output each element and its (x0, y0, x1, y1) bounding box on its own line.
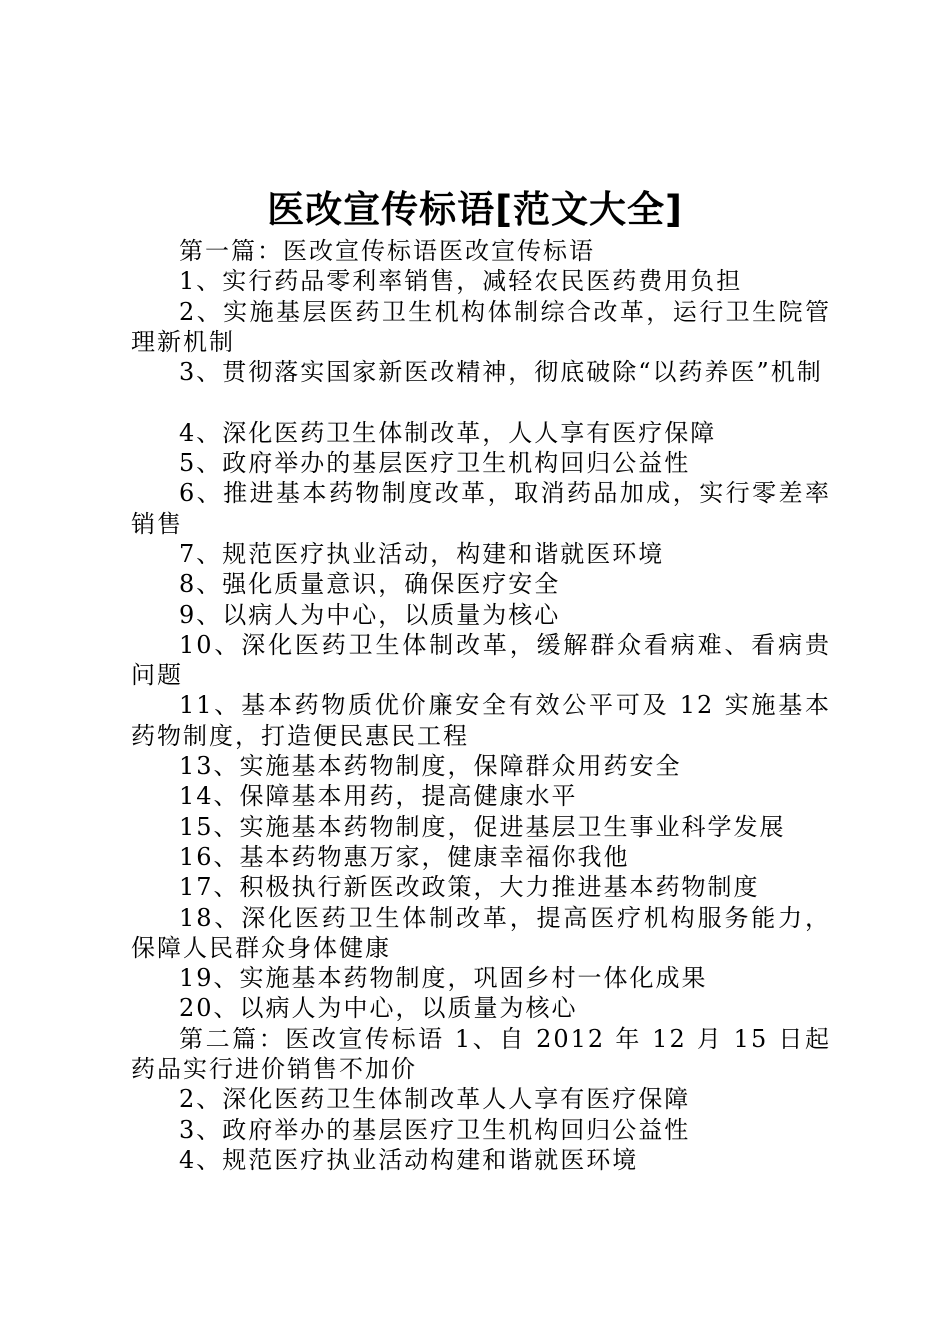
slogan-item: 16、基本药物惠万家，健康幸福你我他 (179, 842, 630, 871)
slogan-item: 3、政府举办的基层医疗卫生机构回归公益性 (179, 1115, 691, 1144)
slogan-item: 5、政府举办的基层医疗卫生机构回归公益性 (179, 449, 691, 478)
document-body (131, 236, 831, 1175)
slogan-item: 4、规范医疗执业活动构建和谐就医环境 (179, 1145, 639, 1174)
document-title: 医改宣传标语[范文大全] (267, 188, 683, 231)
slogan-item: 15、实施基本药物制度，促进基层卫生事业科学发展 (179, 812, 786, 841)
slogan-item: 8、强化质量意识，确保医疗安全 (179, 570, 561, 599)
section-heading-2: 第二篇：医改宣传标语 1、自 2012 年 12 月 15 日起药品实行进价销售不加价 (131, 1024, 831, 1084)
slogan-item: 19、实施基本药物制度，巩固乡村一体化成果 (179, 964, 708, 993)
slogan-item: 2、深化医药卫生体制改革人人享有医疗保障 (179, 1085, 691, 1114)
slogan-item: 4、深化医药卫生体制改革，人人享有医疗保障 (179, 418, 717, 447)
slogan-item: 20、以病人为中心，以质量为核心 (179, 994, 578, 1023)
slogan-item: 10、深化医药卫生体制改革，缓解群众看病难、看病贵问题 (131, 630, 831, 690)
slogan-item: 11、基本药物质优价廉安全有效公平可及 12 实施基本药物制度，打造便民惠民工程 (131, 691, 831, 750)
blank-line (131, 387, 831, 417)
slogan-item: 17、积极执行新医改政策，大力推进基本药物制度 (179, 873, 760, 902)
slogan-item: 2、实施基层医药卫生机构体制综合改革，运行卫生院管理新机制 (131, 297, 831, 356)
slogan-item: 18、深化医药卫生体制改革，提高医疗机构服务能力，保障人民群众身体健康 (131, 903, 831, 962)
slogan-item: 3、贯彻落实国家新医改精神，彻底破除“以药养医”机制 (179, 358, 823, 387)
slogan-item: 13、实施基本药物制度，保障群众用药安全 (179, 752, 682, 781)
slogan-item: 9、以病人为中心，以质量为核心 (179, 600, 561, 629)
slogan-item: 7、规范医疗执业活动，构建和谐就医环境 (179, 539, 665, 568)
slogan-item: 6、推进基本药物制度改革，取消药品加成，实行零差率销售 (131, 479, 831, 538)
slogan-item: 14、保障基本用药，提高健康水平 (179, 782, 578, 811)
section-heading-1: 第一篇：医改宣传标语医改宣传标语 (179, 237, 595, 265)
slogan-item: 1、实行药品零利率销售，减轻农民医药费用负担 (179, 267, 743, 296)
